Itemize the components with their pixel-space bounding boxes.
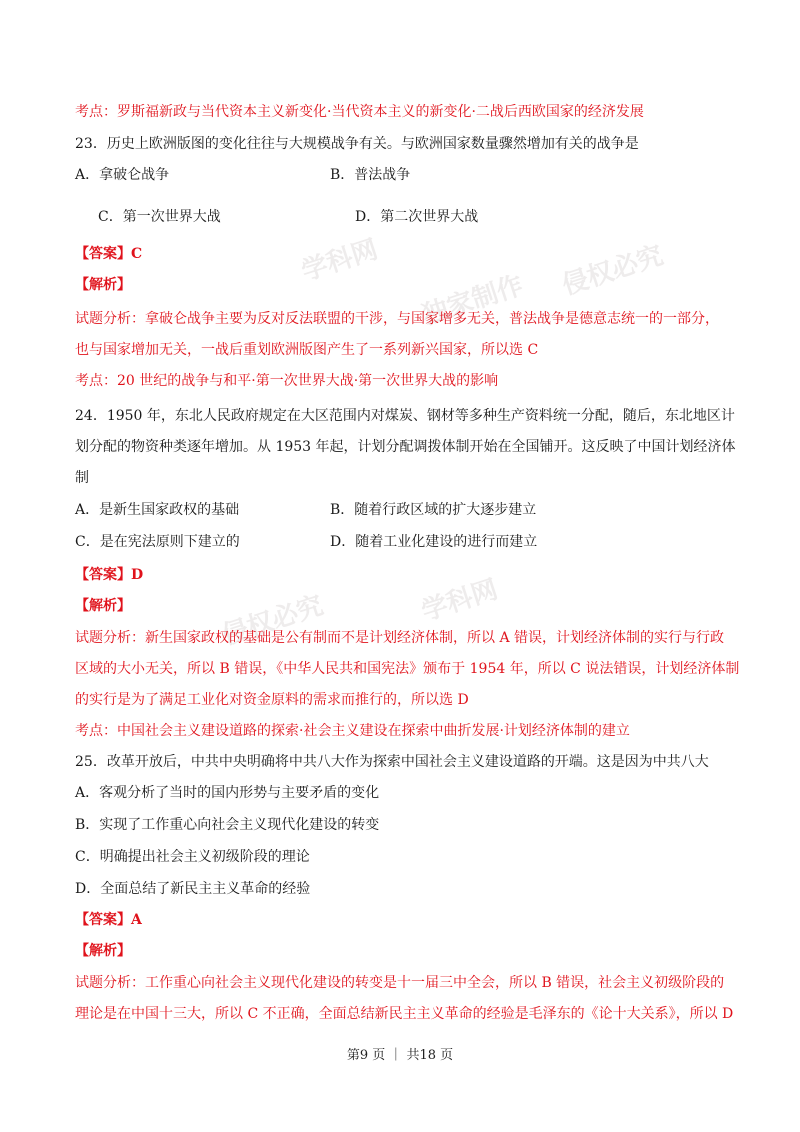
answer-label: 【答案】 bbox=[75, 912, 131, 928]
q23-option-b: B．普法战争 bbox=[330, 167, 411, 183]
q23-option-d: D．第二次世界大战 bbox=[355, 209, 479, 225]
answer-value: A bbox=[131, 912, 142, 928]
q24-kaodian: 考点：中国社会主义建设道路的探索·社会主义建设在探索中曲折发展·计划经济体制的建立 bbox=[75, 723, 630, 739]
q24-option-d: D．随着工业化建设的进行而建立 bbox=[330, 534, 538, 550]
q24-stem-line-3: 制 bbox=[75, 470, 89, 486]
q24-answer bbox=[75, 565, 143, 585]
q23-kaodian: 考点：20 世纪的战争与和平·第一次世界大战·第一次世界大战的影响 bbox=[75, 373, 499, 389]
q24-stem-line-1: 24．1950 年，东北人民政府规定在大区范围内对煤炭、钢材等多种生产资料统一分配，随后，东北地区计 bbox=[75, 408, 735, 424]
watermark: 学科网 bbox=[418, 574, 502, 628]
q23-analysis-line-1: 试题分析：拿破仑战争主要为反对反法联盟的干涉，与国家增多无关，普法战争是德意志统一的一部分， bbox=[75, 311, 719, 327]
q25-analysis-line-2: 理论是在中国十三大，所以 C 不正确，全面总结新民主主义革命的经验是毛泽东的《论十大关系》，所以 D bbox=[75, 1006, 734, 1022]
q24-analysis-line-3: 的实行是为了满足工业化对资金原料的需求而推行的，所以选 D bbox=[75, 692, 469, 708]
watermark: 侵权必究 bbox=[218, 590, 327, 652]
answer-label: 【答案】 bbox=[75, 567, 131, 583]
q23-option-a: A．拿破仑战争 bbox=[75, 167, 170, 183]
q25-analysis-line-1: 试题分析：工作重心向社会主义现代化建设的转变是十一届三中全会，所以 B 错误，社会主义初级阶段的 bbox=[75, 975, 725, 991]
q24-analysis-line-1: 试题分析：新生国家政权的基础是公有制而不是计划经济体制，所以 A 错误，计划经济体制的实行与行政 bbox=[75, 630, 725, 646]
q25-option-b: B．实现了工作重心向社会主义现代化建设的转变 bbox=[75, 817, 380, 833]
q25-option-d: D．全面总结了新民主主义革命的经验 bbox=[75, 881, 311, 897]
q25-stem: 25．改革开放后，中共中央明确将中共八大作为探索中国社会主义建设道路的开端。这是因为中共八大 bbox=[75, 754, 709, 770]
answer-value: D bbox=[131, 567, 144, 583]
q23-answer bbox=[75, 244, 142, 264]
watermark: 侵权必究 bbox=[558, 240, 667, 302]
q22-kaodian: 考点：罗斯福新政与当代资本主义新变化·当代资本主义的新变化·二战后西欧国家的经济发展 bbox=[75, 104, 644, 120]
q24-analysis-label: 【解析】 bbox=[75, 598, 131, 614]
q25-analysis-label: 【解析】 bbox=[75, 943, 131, 959]
q23-stem: 23．历史上欧洲版图的变化往往与大规模战争有关。与欧洲国家数量骤然增加有关的战争是 bbox=[75, 136, 639, 152]
q24-analysis-line-2: 区域的大小无关，所以 B 错误，《中华人民共和国宪法》颁布于 1954 年，所以 C 说法错误，计划经济体制 bbox=[75, 661, 740, 677]
q25-option-c: C．明确提出社会主义初级阶段的理论 bbox=[75, 849, 310, 865]
watermark: 独家制作 bbox=[418, 270, 527, 332]
answer-value: C bbox=[131, 246, 143, 262]
watermark: 学科网 bbox=[298, 234, 382, 288]
q25-answer bbox=[75, 910, 142, 930]
page-footer: 第9 页 ｜ 共18 页 bbox=[346, 1048, 454, 1063]
q24-option-c: C．是在宪法原则下建立的 bbox=[75, 534, 240, 550]
answer-label: 【答案】 bbox=[75, 246, 131, 262]
q23-option-c: C．第一次世界大战 bbox=[98, 209, 221, 225]
q24-option-a: A．是新生国家政权的基础 bbox=[75, 502, 240, 518]
q25-option-a: A．客观分析了当时的国内形势与主要矛盾的变化 bbox=[75, 785, 380, 801]
q23-analysis-label: 【解析】 bbox=[75, 277, 131, 293]
q24-option-b: B．随着行政区域的扩大逐步建立 bbox=[330, 502, 537, 518]
q23-analysis-line-2: 也与国家增加无关，一战后重划欧洲版图产生了一系列新兴国家，所以选 C bbox=[75, 342, 539, 358]
q24-stem-line-2: 划分配的物资种类逐年增加。从 1953 年起，计划分配调拨体制开始在全国铺开。这反映了中国计划经济体 bbox=[75, 439, 736, 455]
